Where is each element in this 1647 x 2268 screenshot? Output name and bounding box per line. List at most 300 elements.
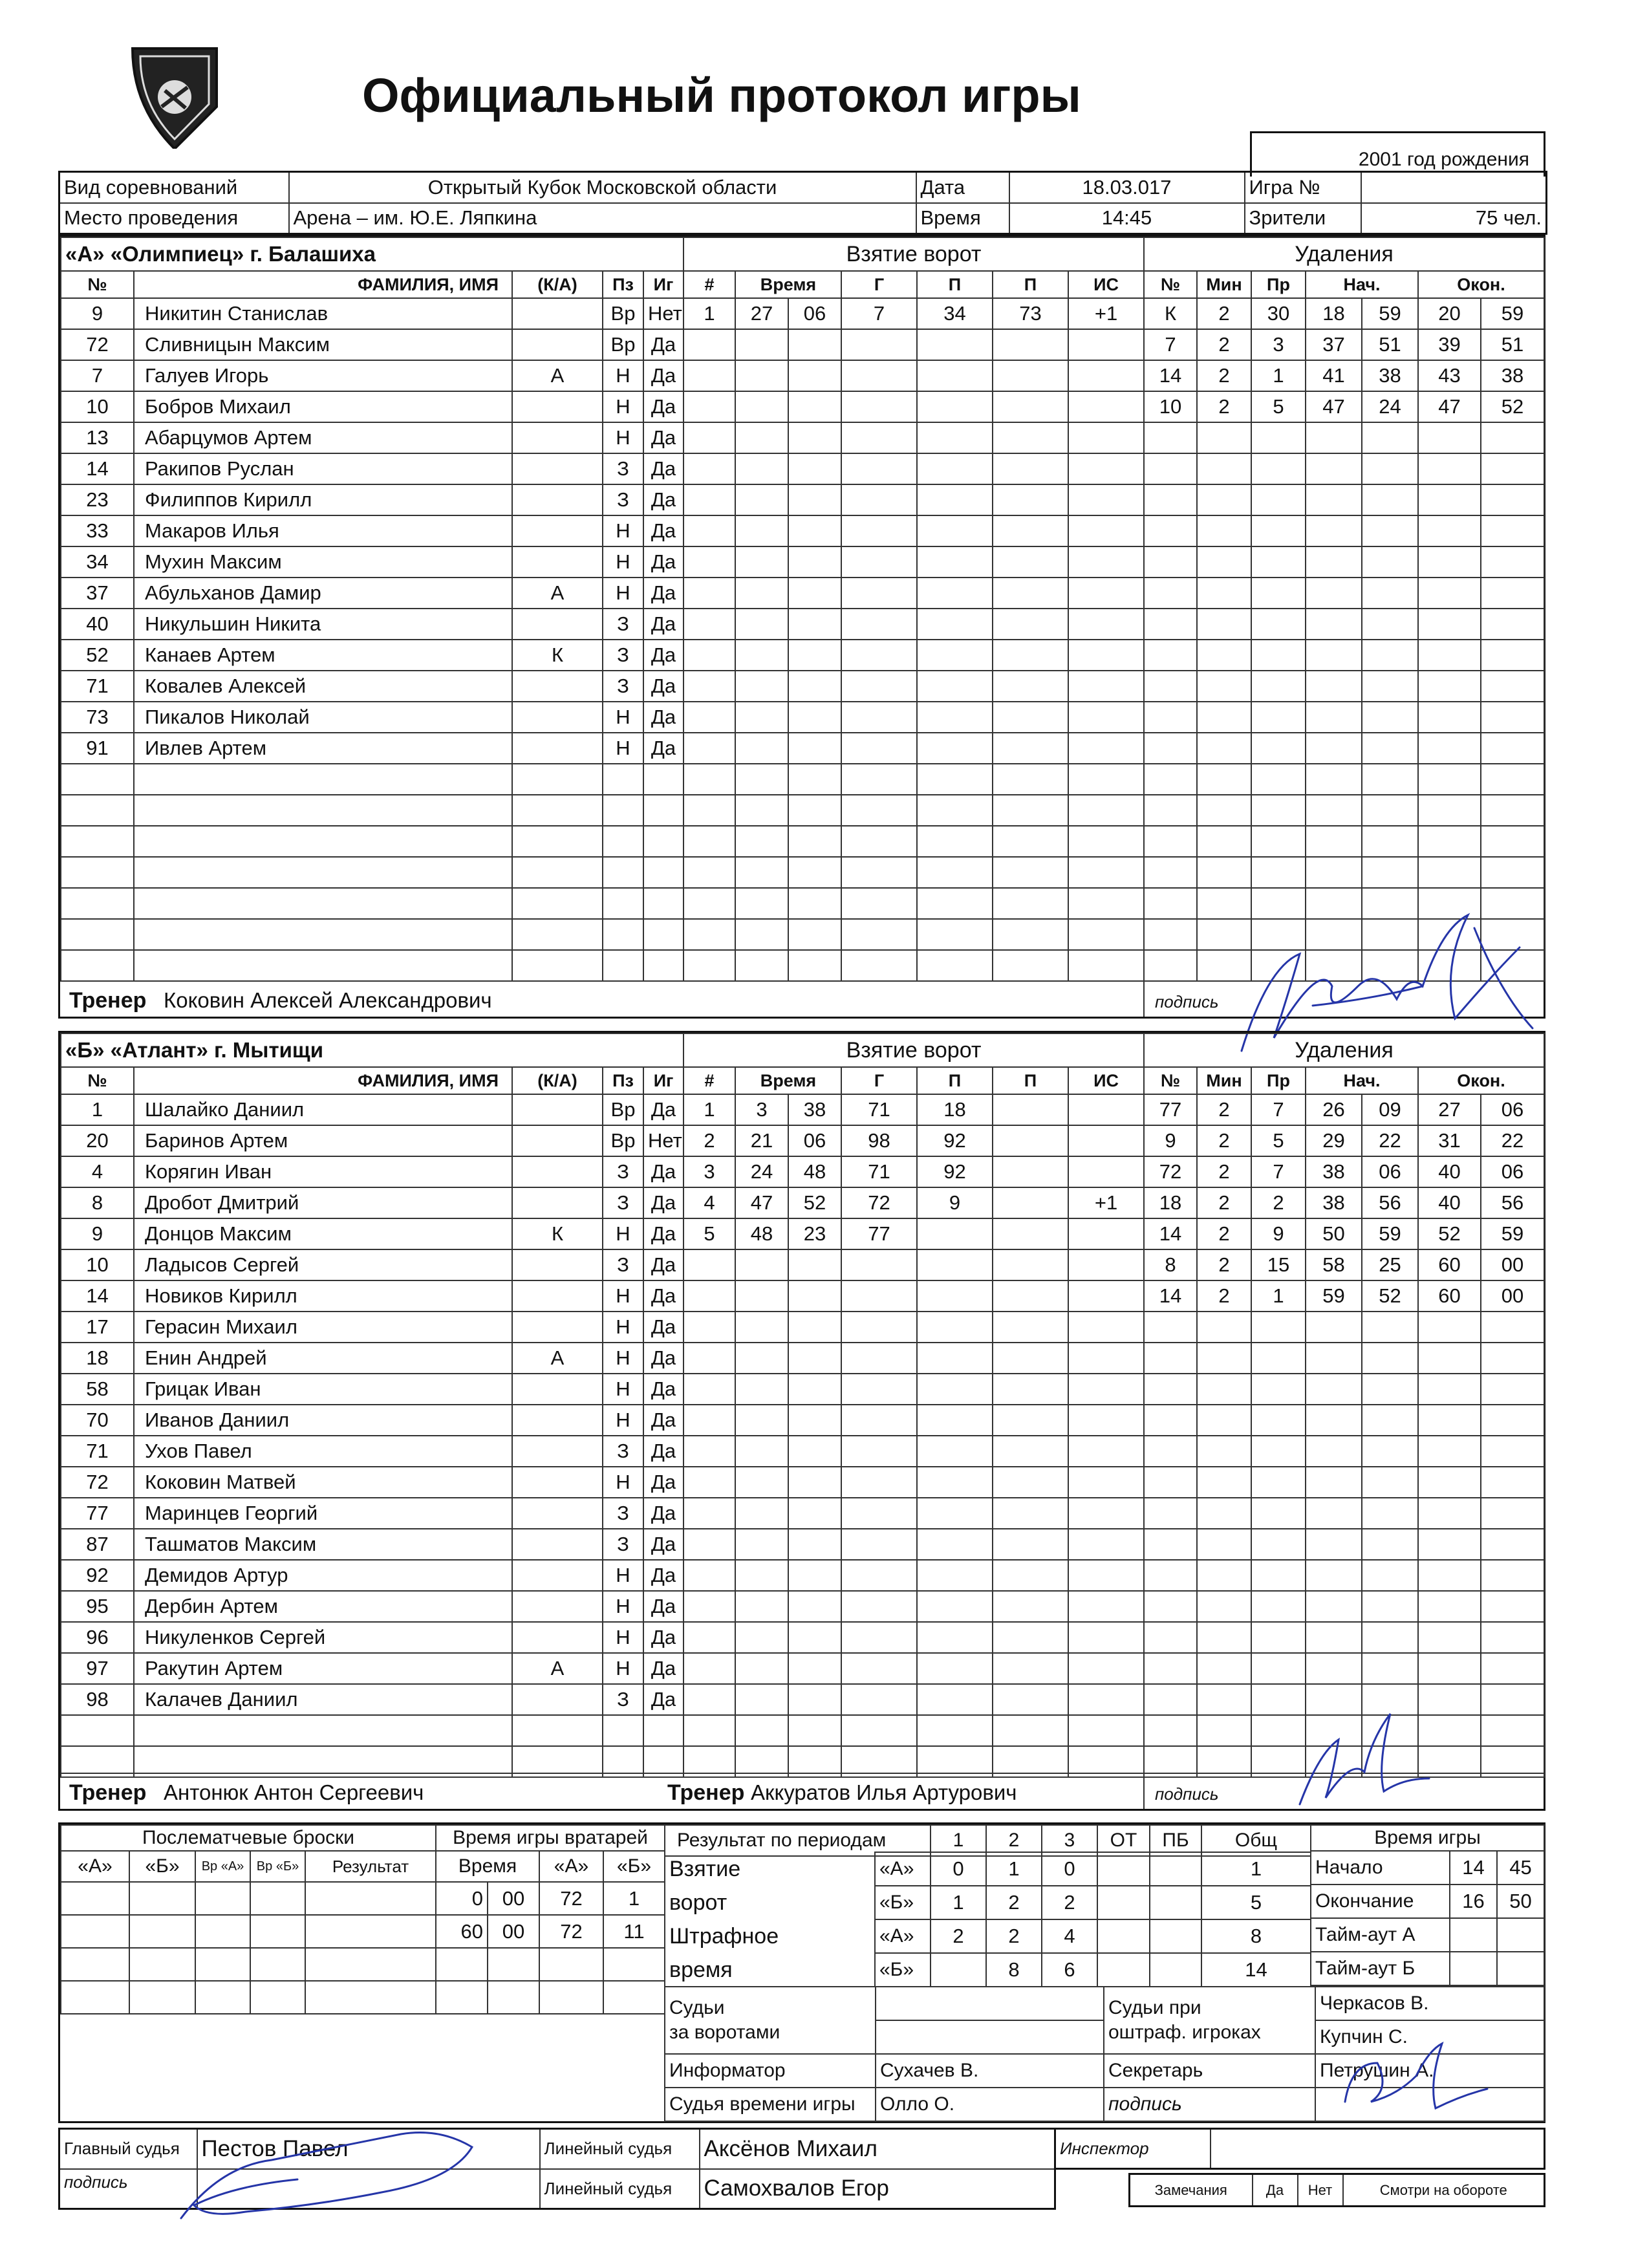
empty-cell — [1144, 1560, 1197, 1591]
shootout-title: Послематчевые броски — [61, 1825, 436, 1851]
player-row — [61, 298, 684, 329]
penalty-cell: 52 — [1481, 391, 1544, 422]
player-row — [61, 360, 684, 391]
player-number: 72 — [61, 1467, 134, 1498]
empty-cell — [1251, 422, 1306, 453]
empty-cell — [1418, 1374, 1481, 1405]
empty-cell — [1418, 1591, 1481, 1622]
empty-cell — [1251, 1560, 1306, 1591]
player-role — [512, 422, 603, 453]
empty-cell — [1197, 826, 1251, 857]
empty-cell — [993, 453, 1068, 484]
penalty-row — [1144, 857, 1544, 888]
player-row — [61, 484, 684, 515]
empty-cell — [1481, 857, 1544, 888]
empty-cell — [1068, 1498, 1144, 1529]
empty-cell — [1144, 453, 1197, 484]
period-so: ПБ — [1150, 1825, 1201, 1856]
penalty-cell: 60 — [1418, 1249, 1481, 1280]
empty-cell — [1251, 1498, 1306, 1529]
empty-cell — [993, 702, 1068, 733]
goal-row — [684, 1436, 1144, 1467]
goal-col-scorer: Г — [841, 1067, 917, 1094]
empty-cell — [841, 795, 917, 826]
remarks-no[interactable]: Нет — [1298, 2174, 1343, 2207]
empty-cell — [1144, 733, 1197, 764]
penalty-cell: 06 — [1481, 1156, 1544, 1187]
empty-cell — [1306, 546, 1362, 578]
period-results-body — [664, 1852, 1311, 1987]
empty-cell — [684, 702, 735, 733]
empty-cell — [788, 1715, 841, 1746]
team-tag: «Б» — [875, 1953, 931, 1987]
player-played: Да — [643, 1343, 684, 1374]
goalie-b: 1 — [603, 1882, 665, 1915]
empty-cell — [1418, 1467, 1481, 1498]
empty-cell — [993, 1312, 1068, 1343]
penalty-cell: 50 — [1306, 1218, 1362, 1249]
empty-cell — [1362, 826, 1418, 857]
goal-cell — [1068, 1094, 1144, 1125]
empty-cell — [735, 1280, 788, 1312]
player-number: 13 — [61, 422, 134, 453]
player-row — [61, 1436, 684, 1467]
goal-col-assist1: П — [917, 271, 993, 298]
goalie-time-sec: 00 — [488, 1882, 539, 1915]
empty-cell — [735, 950, 788, 981]
empty-cell — [917, 546, 993, 578]
empty-cell — [1068, 826, 1144, 857]
penalty-cell: 1 — [1251, 360, 1306, 391]
goal-cell: 47 — [735, 1187, 788, 1218]
empty-cell — [684, 1249, 735, 1280]
pen-col-number: № — [1144, 271, 1197, 298]
penalty-cell: 38 — [1306, 1156, 1362, 1187]
penalty-row — [1144, 484, 1544, 515]
player-row — [61, 1684, 684, 1715]
empty-cell — [1481, 1622, 1544, 1653]
empty-cell — [1144, 1684, 1197, 1715]
period-1: 1 — [931, 1825, 986, 1856]
penalty-row — [1144, 1094, 1544, 1125]
informer-label: Информатор — [665, 2054, 876, 2088]
period-value — [1150, 1919, 1201, 1953]
empty-cell — [1197, 453, 1251, 484]
empty-cell — [1481, 1560, 1544, 1591]
player-role — [512, 1467, 603, 1498]
player-role — [512, 1560, 603, 1591]
empty-cell — [1362, 1622, 1418, 1653]
penalty-cell: 2 — [1197, 298, 1251, 329]
empty-cell — [993, 1436, 1068, 1467]
empty-cell — [735, 609, 788, 640]
goal-row — [684, 764, 1144, 795]
player-number: 95 — [61, 1591, 134, 1622]
empty-cell — [1418, 1560, 1481, 1591]
empty-cell — [603, 1715, 643, 1746]
player-number: 23 — [61, 484, 134, 515]
empty-cell — [1481, 1467, 1544, 1498]
player-role: А — [512, 1343, 603, 1374]
empty-cell — [1418, 484, 1481, 515]
empty-cell — [735, 329, 788, 360]
empty-cell — [1362, 453, 1418, 484]
empty-cell — [1197, 640, 1251, 671]
pen-col-end: Окон. — [1418, 1067, 1544, 1094]
team-a-penalties-title: Удаления — [1144, 237, 1544, 271]
empty-cell — [1418, 515, 1481, 546]
empty-cell — [917, 360, 993, 391]
goal-cell — [1068, 1218, 1144, 1249]
empty-cell — [1068, 422, 1144, 453]
player-name: Дробот Дмитрий — [134, 1187, 512, 1218]
chief-referee-label: Главный судья — [59, 2129, 197, 2169]
empty-cell — [917, 1715, 993, 1746]
empty-cell — [684, 919, 735, 950]
team-b-penalties-title: Удаления — [1144, 1033, 1544, 1067]
empty-cell — [1144, 702, 1197, 733]
empty-cell — [1144, 764, 1197, 795]
empty-cell — [1251, 1374, 1306, 1405]
time-label: Время — [916, 203, 1009, 234]
pen-col-number: № — [1144, 1067, 1197, 1094]
empty-cell — [788, 546, 841, 578]
empty-cell — [1306, 1374, 1362, 1405]
empty-cell — [1251, 640, 1306, 671]
penalty-cell: 09 — [1362, 1094, 1418, 1125]
player-played: Да — [643, 515, 684, 546]
empty-cell — [61, 857, 134, 888]
empty-cell — [1197, 546, 1251, 578]
player-position: Н — [603, 546, 643, 578]
empty-cell — [735, 1467, 788, 1498]
empty-cell — [917, 1312, 993, 1343]
empty-cell — [1481, 1312, 1544, 1343]
empty-cell — [735, 1343, 788, 1374]
empty-cell — [512, 795, 603, 826]
empty-cell — [684, 391, 735, 422]
empty-cell — [917, 671, 993, 702]
empty-cell — [1362, 640, 1418, 671]
player-role — [512, 1156, 603, 1187]
empty-cell — [788, 702, 841, 733]
empty-cell — [841, 546, 917, 578]
empty-cell — [1481, 1653, 1544, 1684]
goal-cell: 9 — [917, 1187, 993, 1218]
player-position: Н — [603, 1467, 643, 1498]
empty-cell — [1144, 484, 1197, 515]
empty-cell — [841, 453, 917, 484]
end-label: Окончание — [1311, 1885, 1450, 1918]
player-played: Да — [643, 1218, 684, 1249]
empty-cell — [1481, 1684, 1544, 1715]
empty-cell — [61, 950, 134, 981]
player-number: 91 — [61, 733, 134, 764]
empty-cell — [788, 1374, 841, 1405]
col-ig: Иг — [643, 271, 684, 298]
empty-cell — [684, 609, 735, 640]
informer-name: Сухачев В. — [876, 2054, 1104, 2088]
empty-cell — [134, 795, 512, 826]
team-a-coach-label: Тренер — [69, 988, 147, 1013]
remarks-yes[interactable]: Да — [1253, 2174, 1298, 2207]
pen-col-reason: Пр — [1251, 1067, 1306, 1094]
penalty-row — [1144, 764, 1544, 795]
empty-cell — [1418, 453, 1481, 484]
empty-cell — [917, 329, 993, 360]
player-position: Н — [603, 1218, 643, 1249]
goal-cell: 52 — [788, 1187, 841, 1218]
empty-cell — [1197, 422, 1251, 453]
empty-cell — [1068, 1684, 1144, 1715]
empty-cell — [1068, 1312, 1144, 1343]
empty-cell — [1251, 1405, 1306, 1436]
period-result-row — [665, 1852, 1311, 1886]
empty-cell — [643, 795, 684, 826]
penalty-cell: 25 — [1362, 1249, 1418, 1280]
team-tag: «А» — [875, 1919, 931, 1953]
empty-cell — [61, 919, 134, 950]
empty-cell — [788, 515, 841, 546]
empty-cell — [735, 1560, 788, 1591]
penalty-cell: 00 — [1481, 1249, 1544, 1280]
empty-cell — [603, 857, 643, 888]
goal-cell: 48 — [788, 1156, 841, 1187]
empty-cell — [1197, 1312, 1251, 1343]
penalty-row — [1144, 1653, 1544, 1684]
empty-cell — [1481, 515, 1544, 546]
empty-cell — [1418, 1405, 1481, 1436]
empty-cell — [1362, 702, 1418, 733]
empty-cell — [788, 1498, 841, 1529]
empty-cell — [917, 1529, 993, 1560]
player-role: А — [512, 360, 603, 391]
penalty-row — [1144, 671, 1544, 702]
empty-cell — [735, 764, 788, 795]
empty-cell — [1068, 546, 1144, 578]
empty-cell — [1068, 888, 1144, 919]
empty-cell — [1481, 1374, 1544, 1405]
empty-cell — [684, 1343, 735, 1374]
team-tag: «Б» — [875, 1886, 931, 1919]
empty-cell — [1068, 360, 1144, 391]
empty-cell — [841, 1653, 917, 1684]
player-row — [61, 888, 684, 919]
period-value: 1 — [931, 1886, 986, 1919]
player-played: Да — [643, 1436, 684, 1467]
goal-row — [684, 1498, 1144, 1529]
empty-cell — [134, 1715, 512, 1746]
player-role — [512, 1498, 603, 1529]
empty-cell — [1251, 1653, 1306, 1684]
empty-cell — [917, 1249, 993, 1280]
empty-cell — [1068, 1529, 1144, 1560]
team-b-signature — [1293, 1701, 1436, 1811]
player-played: Да — [643, 360, 684, 391]
empty-cell — [134, 919, 512, 950]
goal-cell — [993, 1218, 1068, 1249]
empty-cell — [788, 484, 841, 515]
empty-cell — [917, 1622, 993, 1653]
empty-cell — [735, 391, 788, 422]
empty-cell — [917, 422, 993, 453]
empty-cell — [1481, 826, 1544, 857]
empty-cell — [788, 1280, 841, 1312]
goal-col-time: Время — [735, 1067, 841, 1094]
empty-cell — [788, 1622, 841, 1653]
period-value: 8 — [1201, 1919, 1311, 1953]
empty-cell — [684, 1653, 735, 1684]
empty-cell — [735, 826, 788, 857]
pen-col-minutes: Мин — [1197, 271, 1251, 298]
empty-cell — [735, 1622, 788, 1653]
player-position: Н — [603, 1560, 643, 1591]
goal-judges-cell — [665, 1987, 876, 2054]
empty-cell — [1197, 702, 1251, 733]
player-role — [512, 515, 603, 546]
empty-cell — [1068, 609, 1144, 640]
chief-referee-name: Пестов Павел — [197, 2129, 540, 2169]
empty-cell — [1418, 1529, 1481, 1560]
empty-cell — [735, 360, 788, 391]
empty-cell — [1418, 857, 1481, 888]
penalty-cell: 40 — [1418, 1187, 1481, 1218]
empty-cell — [841, 1280, 917, 1312]
empty-cell — [841, 764, 917, 795]
shootout-col-gk-b: Вр «Б» — [250, 1851, 305, 1882]
penalty-row — [1144, 609, 1544, 640]
empty-cell — [1068, 795, 1144, 826]
player-played: Да — [643, 391, 684, 422]
empty-cell — [1418, 1436, 1481, 1467]
empty-cell — [684, 1374, 735, 1405]
penalty-cell: 06 — [1481, 1094, 1544, 1125]
penalty-cell: 56 — [1481, 1187, 1544, 1218]
period-2: 2 — [986, 1825, 1042, 1856]
goal-cell: 73 — [993, 298, 1068, 329]
player-position: З — [603, 640, 643, 671]
empty-cell — [1481, 609, 1544, 640]
player-row — [61, 1094, 684, 1125]
empty-cell — [1418, 733, 1481, 764]
inspector-table — [1054, 2128, 1545, 2170]
goal-row — [684, 1249, 1144, 1280]
empty-cell — [788, 453, 841, 484]
empty-cell — [788, 1405, 841, 1436]
empty-cell — [993, 640, 1068, 671]
empty-cell — [643, 857, 684, 888]
player-position: Н — [603, 1405, 643, 1436]
penalty-row — [1144, 1125, 1544, 1156]
penalty-cell: 26 — [1306, 1094, 1362, 1125]
empty-cell — [1306, 515, 1362, 546]
goal-cell: 21 — [735, 1125, 788, 1156]
chief-referee-signature — [168, 2108, 491, 2238]
player-position: Вр — [603, 329, 643, 360]
empty-cell — [841, 1560, 917, 1591]
goal-cell — [1068, 1125, 1144, 1156]
empty-cell — [841, 1498, 917, 1529]
empty-cell — [788, 671, 841, 702]
empty-cell — [512, 857, 603, 888]
goal-row — [684, 422, 1144, 453]
empty-cell — [684, 1622, 735, 1653]
period-result-row — [665, 1886, 1311, 1919]
empty-cell — [1306, 1467, 1362, 1498]
empty-cell — [1418, 1653, 1481, 1684]
team-b-goals — [683, 1033, 1145, 1778]
empty-cell — [735, 546, 788, 578]
empty-cell — [788, 609, 841, 640]
player-name: Абарцумов Артем — [134, 422, 512, 453]
empty-cell — [684, 578, 735, 609]
empty-cell — [1197, 671, 1251, 702]
player-role — [512, 1125, 603, 1156]
empty-cell — [1306, 1529, 1362, 1560]
player-row — [61, 1591, 684, 1622]
empty-cell — [917, 484, 993, 515]
penalty-cell: 22 — [1481, 1125, 1544, 1156]
empty-cell — [1197, 578, 1251, 609]
player-row — [61, 515, 684, 546]
goal-cell — [1068, 1156, 1144, 1187]
goal-cell: 72 — [841, 1187, 917, 1218]
penalty-cell: 2 — [1197, 391, 1251, 422]
player-role — [512, 671, 603, 702]
player-position: Н — [603, 1280, 643, 1312]
player-role — [512, 1187, 603, 1218]
penalty-judges-label-2: оштраф. игроках — [1108, 2022, 1261, 2043]
goal-cell: 23 — [788, 1218, 841, 1249]
goal-cell: 71 — [841, 1156, 917, 1187]
empty-cell — [841, 609, 917, 640]
player-number: 34 — [61, 546, 134, 578]
player-position: З — [603, 1684, 643, 1715]
player-played: Да — [643, 609, 684, 640]
empty-cell — [1251, 1343, 1306, 1374]
team-b-title: «Б» «Атлант» г. Мытищи — [61, 1033, 684, 1067]
penalty-cell: 3 — [1251, 329, 1306, 360]
player-position: Н — [603, 733, 643, 764]
empty-cell — [1251, 826, 1306, 857]
empty-cell — [684, 546, 735, 578]
penalty-cell: 58 — [1306, 1249, 1362, 1280]
goal-cell — [993, 1187, 1068, 1218]
empty-cell — [1418, 795, 1481, 826]
empty-cell — [993, 391, 1068, 422]
empty-cell — [993, 826, 1068, 857]
empty-cell — [1418, 1312, 1481, 1343]
goal-row — [684, 609, 1144, 640]
empty-cell — [841, 1715, 917, 1746]
empty-cell — [1144, 422, 1197, 453]
player-role — [512, 1374, 603, 1405]
empty-cell — [684, 1529, 735, 1560]
goals-label: Взятие — [665, 1852, 875, 1886]
goal-cell: 98 — [841, 1125, 917, 1156]
goal-row — [684, 391, 1144, 422]
goal-cell: 77 — [841, 1218, 917, 1249]
empty-cell — [1251, 857, 1306, 888]
empty-cell — [1362, 795, 1418, 826]
player-row — [61, 422, 684, 453]
team-a-penalties — [1143, 237, 1545, 982]
empty-cell — [1418, 671, 1481, 702]
penalty-cell: 5 — [1251, 391, 1306, 422]
goal-row — [684, 1374, 1144, 1405]
empty-cell — [61, 795, 134, 826]
empty-cell — [1362, 1405, 1418, 1436]
